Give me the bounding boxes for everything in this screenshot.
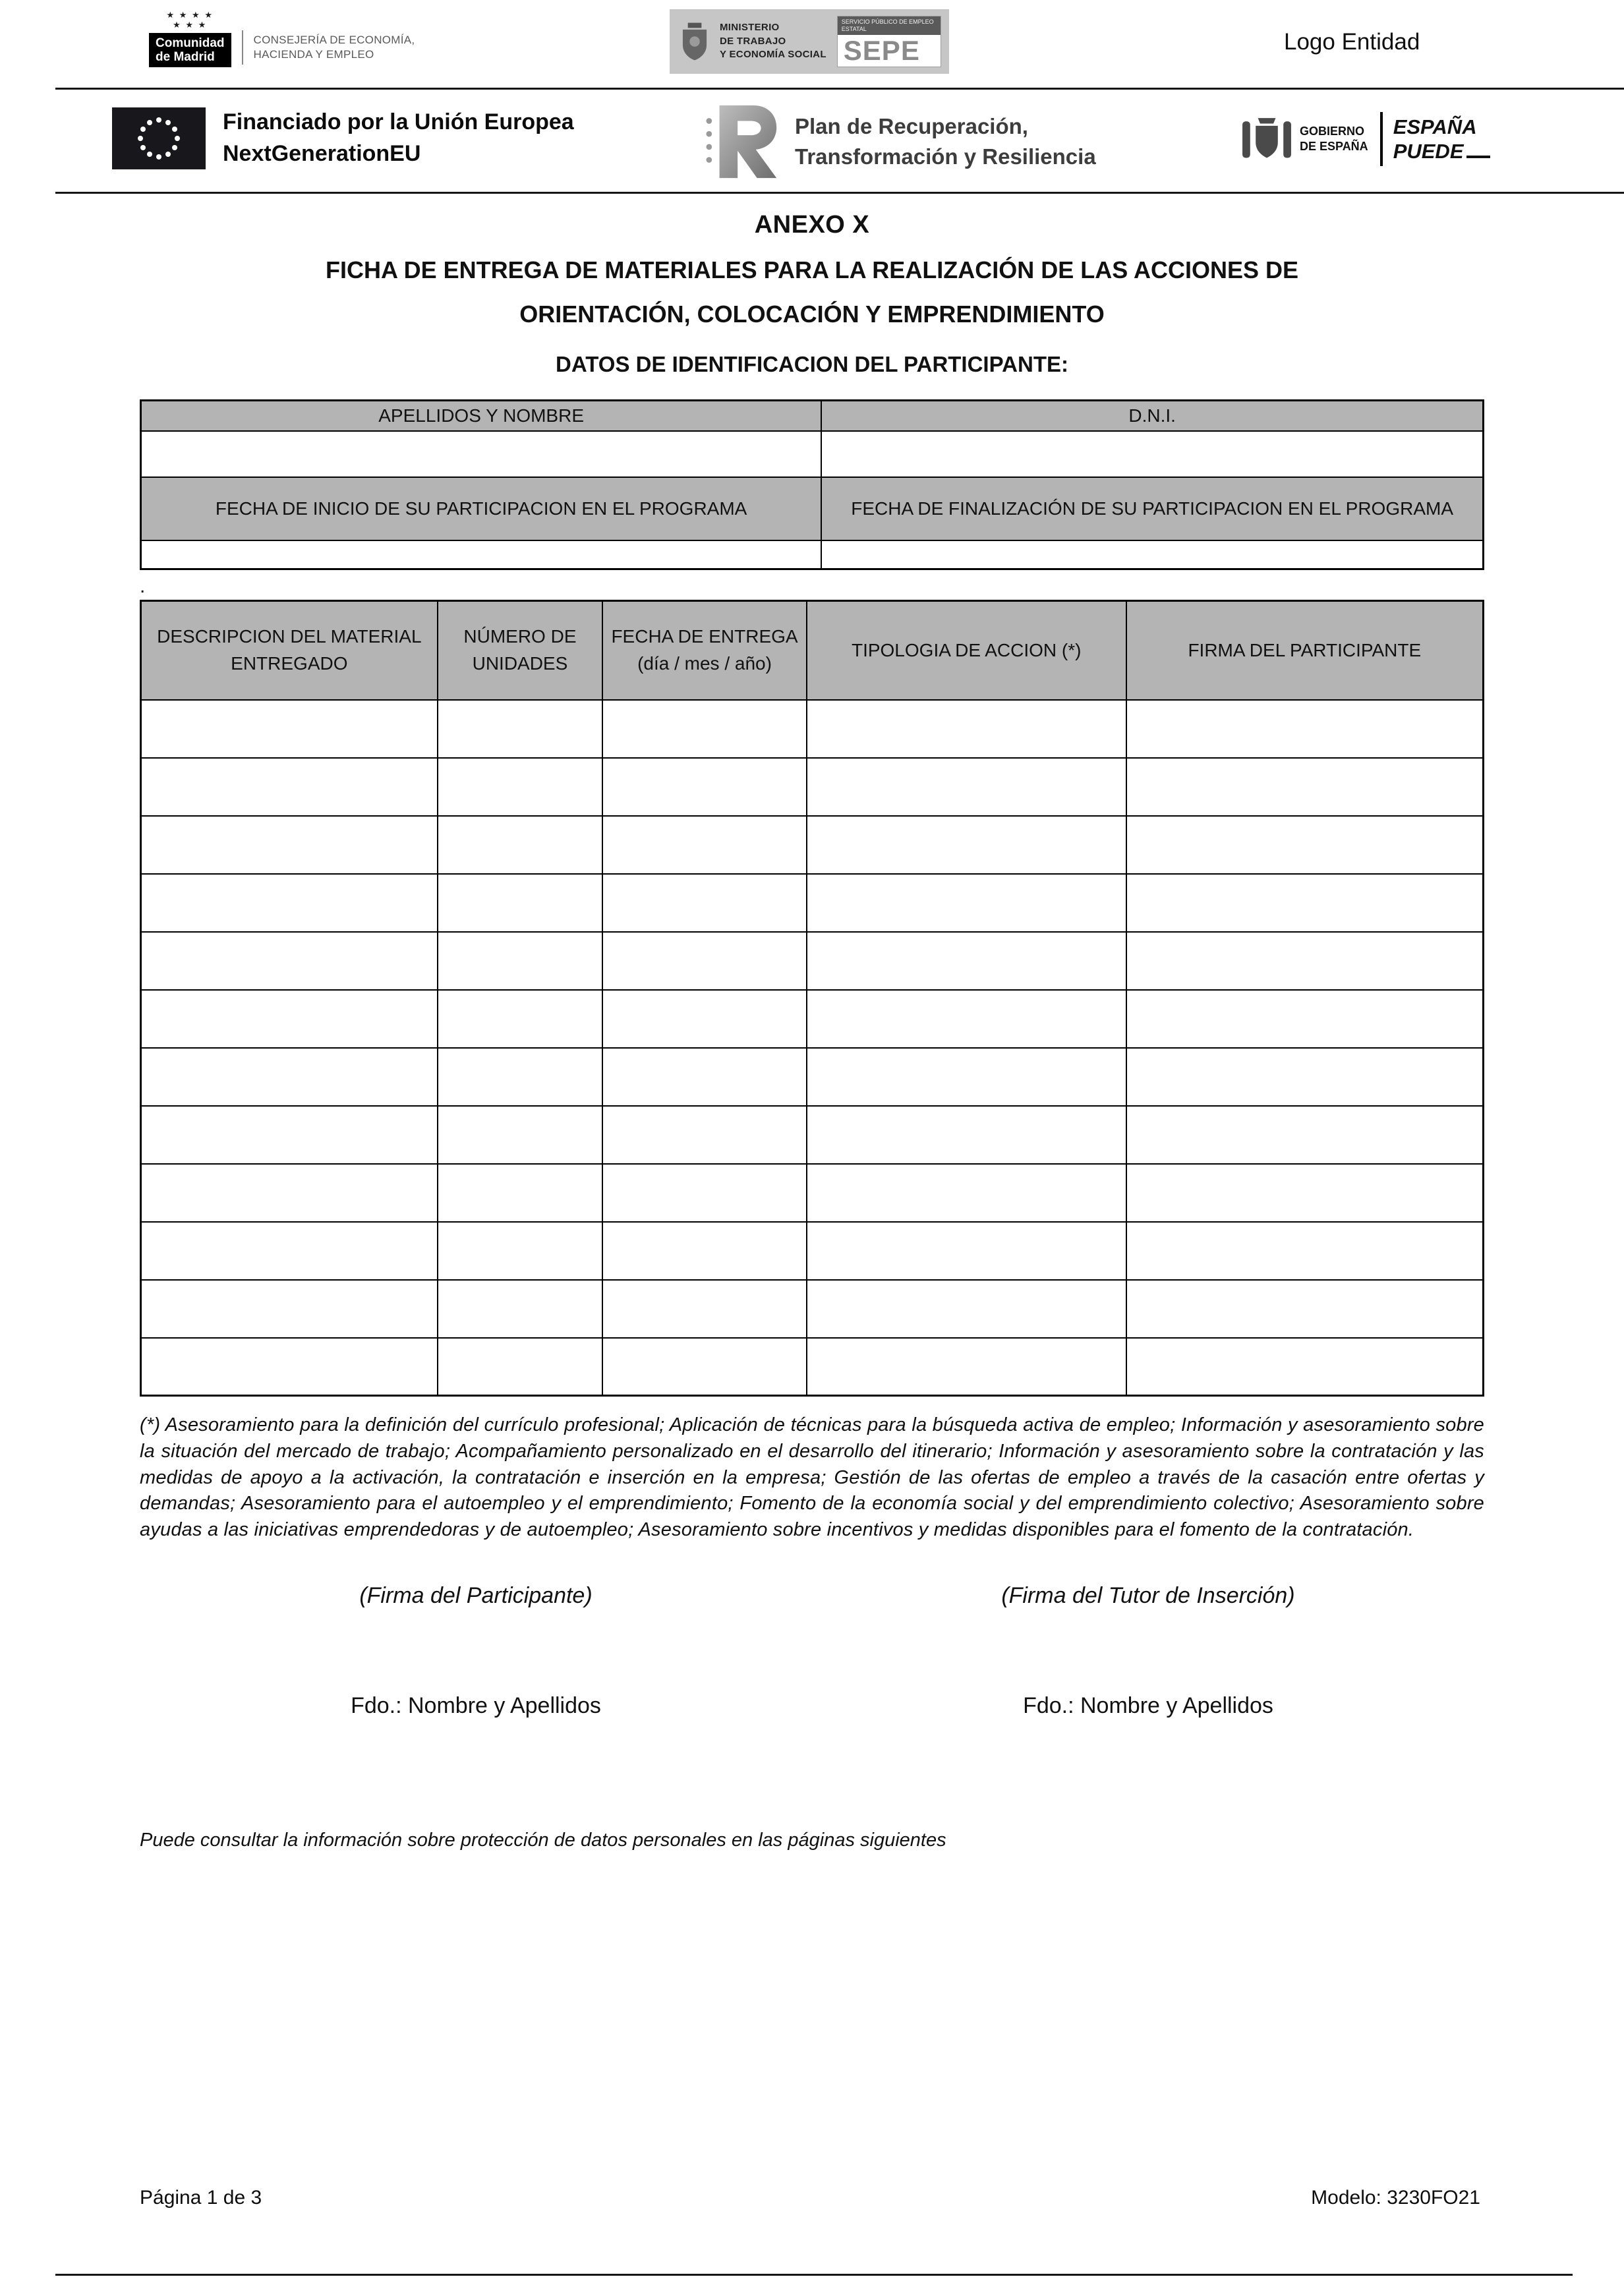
materials-cell[interactable]	[141, 1338, 438, 1396]
form-content	[140, 194, 1484, 1851]
materials-cell[interactable]	[438, 700, 603, 758]
id-field-dni[interactable]	[821, 431, 1483, 477]
id-value-row-2	[141, 540, 1484, 569]
materials-cell[interactable]	[1126, 1106, 1484, 1164]
id-header-row-2	[141, 477, 1484, 540]
materials-cell[interactable]	[602, 700, 807, 758]
materials-row	[141, 1048, 1484, 1106]
page-number: Página 1 de 3	[140, 2187, 262, 2209]
materials-cell[interactable]	[141, 700, 438, 758]
materials-cell[interactable]	[141, 816, 438, 874]
materials-cell[interactable]	[1126, 1222, 1484, 1280]
materials-cell[interactable]	[141, 932, 438, 990]
plan-r-icon	[701, 100, 784, 183]
materials-cell[interactable]	[807, 1106, 1126, 1164]
signature-labels-row	[140, 1583, 1484, 1609]
materials-cell[interactable]	[807, 1280, 1126, 1338]
materials-cell[interactable]	[807, 874, 1126, 932]
header-divider-line	[55, 88, 1624, 90]
materials-cell[interactable]	[438, 1280, 603, 1338]
materials-cell[interactable]	[807, 1164, 1126, 1222]
comunidad-madrid-logo	[149, 11, 415, 67]
participant-signature-label: (Firma del Participante)	[359, 1582, 593, 1608]
tutor-signed-by: Fdo.: Nombre y Apellidos	[1023, 1692, 1273, 1718]
id-field-apellidos[interactable]	[141, 431, 822, 477]
sepe-caption: SERVICIO PÚBLICO DE EMPLEO ESTATAL	[838, 16, 941, 35]
signed-by-row	[140, 1693, 1484, 1719]
gobierno-label: GOBIERNO DE ESPAÑA	[1300, 124, 1368, 153]
espana-puede-label: ESPAÑA PUEDE	[1380, 112, 1490, 166]
materials-cell[interactable]	[438, 758, 603, 816]
sepe-label: SEPE	[843, 34, 920, 66]
ministerio-label: MINISTERIO DE TRABAJO Y ECONOMÍA SOCIAL	[720, 22, 826, 60]
materials-cell[interactable]	[602, 990, 807, 1048]
materials-row	[141, 1164, 1484, 1222]
materials-row	[141, 816, 1484, 874]
materials-header-firma: FIRMA DEL PARTICIPANTE	[1126, 601, 1484, 700]
materials-cell[interactable]	[1126, 758, 1484, 816]
materials-cell[interactable]	[602, 1280, 807, 1338]
materials-cell[interactable]	[438, 1106, 603, 1164]
materials-cell[interactable]	[1126, 874, 1484, 932]
materials-cell[interactable]	[807, 990, 1126, 1048]
tutor-signature-label: (Firma del Tutor de Inserción)	[1001, 1582, 1295, 1608]
plan-recuperacion-logo	[701, 100, 1096, 183]
id-header-row-1	[141, 401, 1484, 431]
participant-id-table	[140, 399, 1484, 570]
materials-cell[interactable]	[1126, 1048, 1484, 1106]
id-value-row-1	[141, 431, 1484, 477]
materials-row	[141, 932, 1484, 990]
materials-header-row	[141, 601, 1484, 700]
id-header-apellidos: APELLIDOS Y NOMBRE	[141, 401, 822, 431]
materials-cell[interactable]	[602, 1222, 807, 1280]
form-title: FICHA DE ENTREGA DE MATERIALES PARA LA REALIZACIÓN DE LAS ACCIONES DE ORIENTACIÓN, COLOCACIÓN Y EMPRENDIMIENTO	[325, 256, 1299, 328]
madrid-name-box: Comunidad de Madrid	[149, 33, 231, 68]
materials-cell[interactable]	[438, 1222, 603, 1280]
materials-row	[141, 874, 1484, 932]
materials-cell[interactable]	[438, 874, 603, 932]
materials-cell[interactable]	[807, 758, 1126, 816]
materials-row	[141, 1222, 1484, 1280]
materials-header-fecha: FECHA DE ENTREGA (día / mes / año)	[602, 601, 807, 700]
madrid-stars-icon: ★ ★ ★ ★ ★ ★ ★	[166, 10, 214, 30]
materials-header-descripcion: DESCRIPCION DEL MATERIAL ENTREGADO	[141, 601, 438, 700]
plan-recuperacion-label: Plan de Recuperación, Transformación y Resiliencia	[795, 113, 1096, 169]
materials-cell[interactable]	[141, 1280, 438, 1338]
materials-cell[interactable]	[602, 816, 807, 874]
id-header-fecha-inicio: FECHA DE INICIO DE SU PARTICIPACION EN EL PROGRAMA	[141, 477, 822, 540]
materials-cell[interactable]	[1126, 1338, 1484, 1396]
participant-signed-by: Fdo.: Nombre y Apellidos	[351, 1692, 601, 1718]
materials-cell[interactable]	[141, 1164, 438, 1222]
materials-cell[interactable]	[438, 1048, 603, 1106]
materials-cell[interactable]	[1126, 700, 1484, 758]
spain-emblem-icon	[1239, 111, 1294, 167]
materials-cell[interactable]	[807, 932, 1126, 990]
id-field-fecha-fin[interactable]	[821, 540, 1483, 569]
materials-cell[interactable]	[1126, 1280, 1484, 1338]
materials-row	[141, 700, 1484, 758]
materials-cell[interactable]	[438, 990, 603, 1048]
materials-row	[141, 758, 1484, 816]
materials-cell[interactable]	[438, 1338, 603, 1396]
eu-funding-logo	[112, 107, 574, 169]
typology-footnote: (*) Asesoramiento para la definición del currículo profesional; Aplicación de técnicas para la búsqueda activa de empleo; Información y asesoramiento sobre la situación del mercado de trabajo; Acompañamiento personalizado en el desarrollo del itinerario; Información y asesoramiento sobre la contratación y las medidas de apoyo a la activación, la contratación e inserción en la empresa; Gestión de las ofertas de empleo a través de la casación entre ofertas y demandas; Asesoramiento para el autoempleo y el emprendimiento; Fomento de la economía social y del emprendimiento colectivo; Asesoramiento sobre ayudas a las iniciativas emprendedoras y de autoempleo; Asesoramiento sobre incentivos y medidas disponibles para el fomento de la contratación.	[140, 1414, 1484, 1541]
section-title: DATOS DE IDENTIFICACION DEL PARTICIPANTE:	[556, 352, 1068, 377]
materials-cell[interactable]	[807, 700, 1126, 758]
materials-cell[interactable]	[141, 1222, 438, 1280]
materials-cell[interactable]	[141, 990, 438, 1048]
materials-cell[interactable]	[141, 1106, 438, 1164]
materials-cell[interactable]	[602, 758, 807, 816]
eu-flag-icon	[112, 107, 206, 169]
id-header-fecha-fin: FECHA DE FINALIZACIÓN DE SU PARTICIPACION EN EL PROGRAMA	[821, 477, 1483, 540]
madrid-flag-logo	[149, 11, 231, 67]
materials-table-body	[141, 700, 1484, 1396]
materials-row	[141, 990, 1484, 1048]
stray-period: .	[140, 575, 146, 598]
model-number: Modelo: 3230FO21	[1311, 2187, 1480, 2209]
materials-cell[interactable]	[438, 1164, 603, 1222]
materials-cell[interactable]	[1126, 816, 1484, 874]
materials-cell[interactable]	[1126, 932, 1484, 990]
logo-divider	[242, 30, 243, 65]
materials-row	[141, 1338, 1484, 1396]
materials-cell[interactable]	[807, 1222, 1126, 1280]
footer-divider-line	[55, 2274, 1573, 2276]
materials-cell[interactable]	[807, 816, 1126, 874]
materials-cell[interactable]	[1126, 990, 1484, 1048]
materials-cell[interactable]	[1126, 1164, 1484, 1222]
materials-cell[interactable]	[807, 1338, 1126, 1396]
gobierno-espana-logo	[1239, 111, 1490, 167]
annex-title: ANEXO X	[754, 211, 870, 239]
materials-row	[141, 1106, 1484, 1164]
ministerio-left	[678, 16, 826, 67]
materials-cell[interactable]	[602, 874, 807, 932]
id-header-dni: D.N.I.	[821, 401, 1483, 431]
materials-cell[interactable]	[141, 758, 438, 816]
materials-cell[interactable]	[602, 1048, 807, 1106]
materials-cell[interactable]	[141, 874, 438, 932]
privacy-note: Puede consultar la información sobre protección de datos personales en las páginas siguientes	[140, 1829, 946, 1851]
materials-cell[interactable]	[602, 932, 807, 990]
id-field-fecha-inicio[interactable]	[141, 540, 822, 569]
ministerio-logo	[670, 9, 949, 74]
materials-header-unidades: NÚMERO DE UNIDADES	[438, 601, 603, 700]
materials-cell[interactable]	[438, 932, 603, 990]
materials-cell[interactable]	[602, 1164, 807, 1222]
materials-cell[interactable]	[602, 1106, 807, 1164]
materials-cell[interactable]	[438, 816, 603, 874]
coat-of-arms-icon	[678, 21, 712, 62]
page-footer	[140, 2187, 1480, 2209]
entity-logo-placeholder: Logo Entidad	[1284, 29, 1420, 55]
materials-row	[141, 1280, 1484, 1338]
materials-cell[interactable]	[807, 1048, 1126, 1106]
materials-header-tipologia: TIPOLOGIA DE ACCION (*)	[807, 601, 1126, 700]
materials-cell[interactable]	[602, 1338, 807, 1396]
materials-table	[140, 600, 1484, 1397]
sepe-logo	[837, 16, 941, 67]
consejeria-label: CONSEJERÍA DE ECONOMÍA, HACIENDA Y EMPLEO	[253, 34, 415, 61]
materials-cell[interactable]	[141, 1048, 438, 1106]
eu-funding-label: Financiado por la Unión Europea NextGenerationEU	[223, 109, 574, 166]
